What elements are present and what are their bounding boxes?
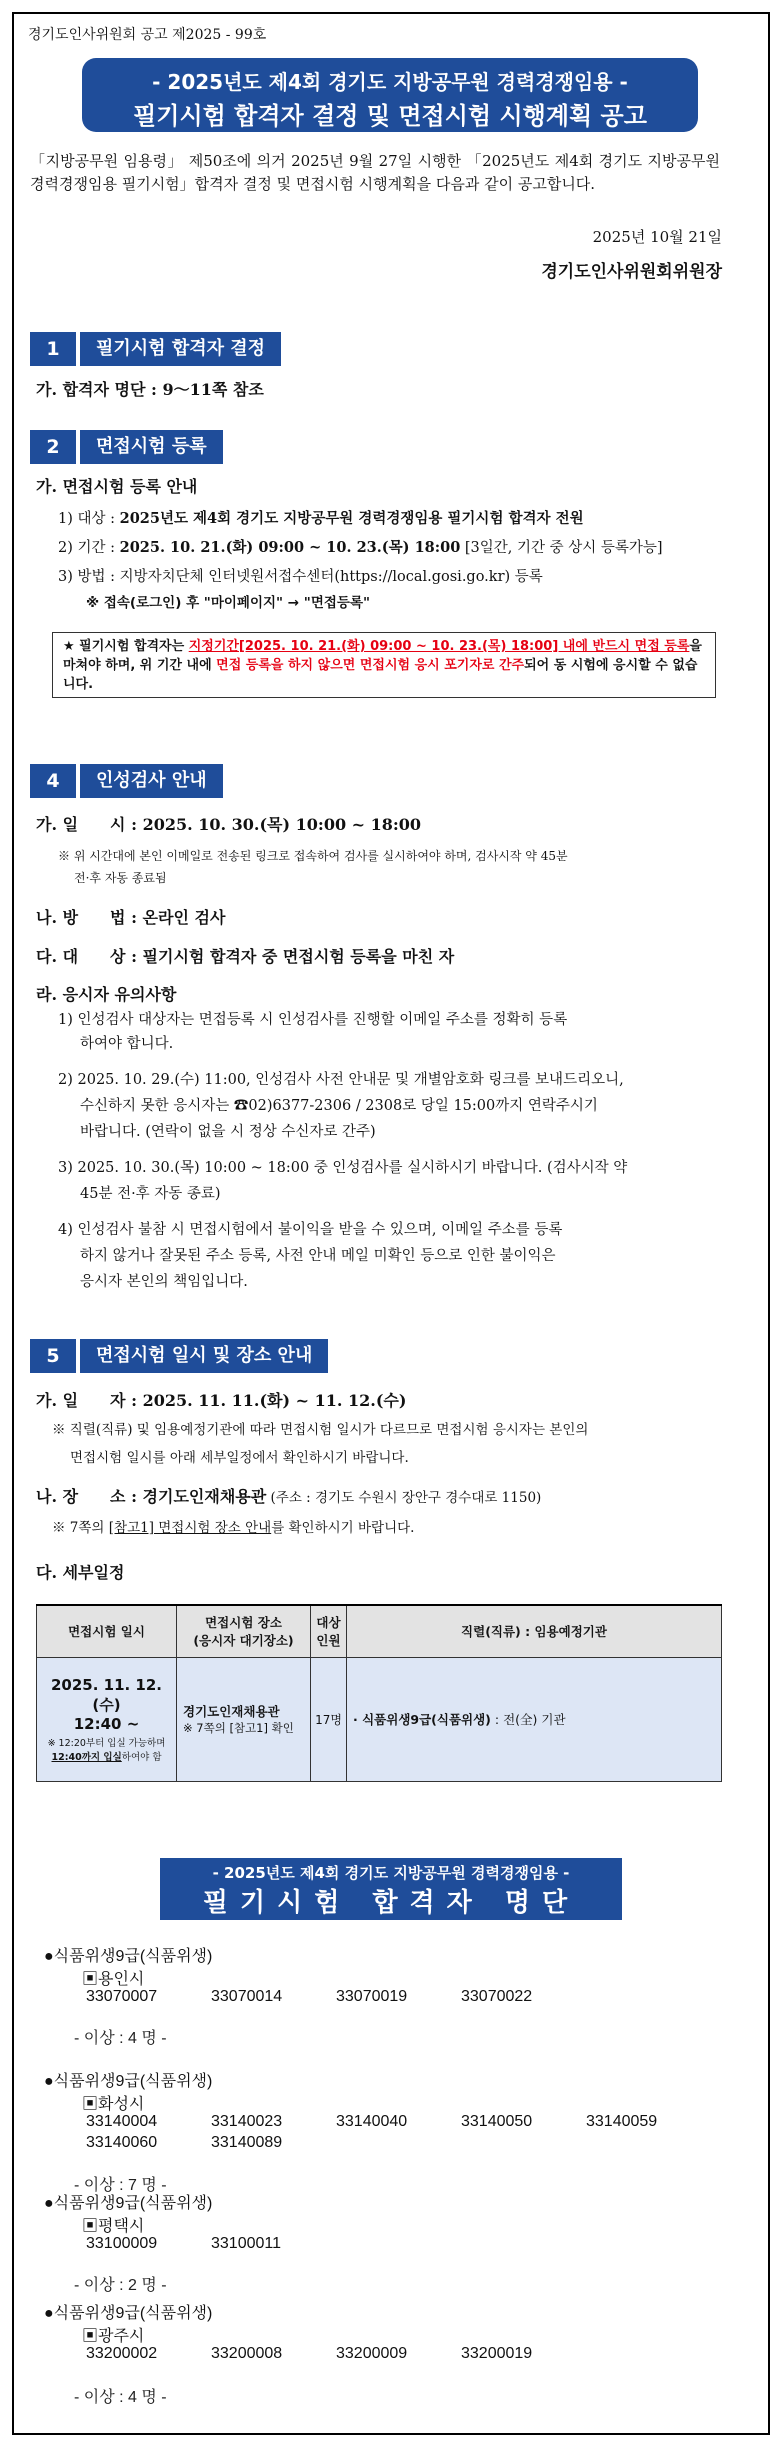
banner-line-1: - 2025년도 제4회 경기도 지방공무원 경력경쟁임용 - [212, 1864, 570, 1882]
exam-number: 33200019 [461, 2345, 533, 2362]
group-location: ▣화성시 [82, 2096, 145, 2113]
sec2-item-ga: 가. 면접시험 등록 안내 [36, 477, 198, 496]
note-text: ※ 7쪽의 [52, 1520, 109, 1536]
value: 2025. 11. 11.(화) ~ 11. 12.(수) [142, 1391, 407, 1410]
sec5-note-2: 면접시험 일시를 아래 세부일정에서 확인하시기 바랍니다. [70, 1450, 409, 1466]
col-count [311, 1605, 347, 1657]
exam-number: 33070007 [86, 1988, 158, 2005]
sec5-item-da: 다. 세부일정 [36, 1563, 125, 1582]
sec4-r1a: 1) 인성검사 대상자는 면접등록 시 인성검사를 진행할 이메일 주소를 정확히 등록 [58, 1012, 568, 1028]
exam-number: 33140060 [86, 2134, 158, 2151]
group-job: ●식품위생9급(식품위생) [44, 2305, 213, 2322]
title-box [82, 58, 698, 132]
exam-number: 33100011 [211, 2235, 281, 2252]
table-row [37, 1657, 722, 1781]
group-count: - 이상 : 7 명 - [74, 2177, 167, 2194]
intro-paragraph: 「지방공무원 임용령」 제50조에 의거 2025년 9월 27일 시행한 「2025년도 제4회 경기도 지방공무원 경력경쟁임용 필기시험」합격자 결정 및 면접시험 시행계획을 다음과 같이 공고합니다. [30, 152, 720, 193]
banner-line-2: 필기시험 합격자 명단 [202, 1888, 580, 1918]
group-numbers [86, 1988, 726, 2009]
col-date: 면접시험 일시 [37, 1605, 177, 1657]
warn-text: ★ 필기시험 합격자는 [63, 639, 189, 654]
label: 1) 대상 : [58, 511, 120, 527]
section-1-header [30, 332, 281, 366]
value: 2025. 10. 30.(목) 10:00 ~ 18:00 [142, 815, 422, 834]
title-line-1: - 2025년도 제4회 경기도 지방공무원 경력경쟁임용 - [152, 70, 628, 94]
pass-group [44, 2300, 533, 2406]
notice-number: 경기도인사위원회 공고 제2025 - 99호 [28, 27, 267, 43]
group-numbers [86, 2345, 726, 2366]
col-count-line2: 인원 [316, 1633, 341, 1649]
group-count: - 이상 : 4 명 - [74, 2030, 167, 2047]
sec5-note-1: ※ 직렬(직류) 및 임용예정기관에 따라 면접시험 일시가 다르므로 면접시험 응시자는 본인의 [52, 1422, 589, 1438]
job-name: · 식품위생9급(식품위생) [353, 1712, 491, 1727]
place-name: 경기도인재채용관 [183, 1704, 280, 1719]
notice-date: 2025년 10월 21일 [592, 228, 722, 246]
sec4-r3a: 3) 2025. 10. 30.(목) 10:00 ~ 18:00 중 인성검사를 실시하시기 바랍니다. (검사시작 약 [58, 1160, 628, 1176]
cell-count: 17명 [311, 1657, 347, 1781]
date-line2: 12:40 ~ [73, 1714, 140, 1733]
exam-number: 33200009 [336, 2345, 408, 2362]
sec2-item-3: 3) 방법 : 지방자치단체 인터넷원서접수센터(https://local.gosi.go.kr) 등록 [58, 569, 543, 585]
sec2-item-3-sub: ※ 접속(로그인) 후 "마이페이지" → "면접등록" [86, 595, 371, 611]
sec4-note-1: ※ 위 시간대에 본인 이메일로 전송된 링크로 접속하여 검사를 실시하여야 하며, 검사시작 약 45분 [58, 849, 568, 863]
table-header-row [37, 1605, 722, 1657]
group-location: ▣광주시 [82, 2328, 145, 2345]
job-agency: : 전(全) 기관 [490, 1712, 566, 1727]
sec4-r4a: 4) 인성검사 불참 시 면접시험에서 불이익을 받을 수 있으며, 이메일 주소를 등록 [58, 1222, 563, 1238]
label: 가. 일 시 : [36, 815, 143, 834]
date-note2 [37, 1749, 176, 1763]
group-count: - 이상 : 4 명 - [74, 2389, 167, 2406]
sec4-item-ra: 라. 응시자 유의사항 [36, 985, 177, 1004]
sec5-item-na [36, 1484, 541, 1507]
sec4-item-da: 다. 대 상 : 필기시험 합격자 중 면접시험 등록을 마친 자 [36, 947, 455, 966]
col-count-line1: 대상 [316, 1615, 341, 1631]
col-place [177, 1605, 311, 1657]
exam-number: 33140004 [86, 2113, 158, 2130]
section-number: 4 [30, 764, 76, 798]
section-title: 면접시험 일시 및 장소 안내 [80, 1339, 328, 1373]
sec4-r1b: 하여야 합니다. [80, 1036, 174, 1052]
pass-group [44, 2068, 658, 2194]
place-note: ※ 7쪽의 [참고1] 확인 [183, 1721, 294, 1735]
exam-number: 33070019 [336, 1988, 408, 2005]
date-note1: ※ 12:20부터 입실 가능하며 [47, 1737, 166, 1749]
group-numbers [86, 2235, 726, 2256]
exam-number: 33140089 [211, 2134, 283, 2151]
label: 2) 기간 : [58, 540, 120, 556]
exam-number: 33140023 [211, 2113, 283, 2130]
pass-group [44, 2190, 281, 2294]
sec2-item-2 [58, 536, 663, 560]
exam-number: 33140059 [586, 2113, 658, 2130]
date-note-emph: 12:40까지 입실 [51, 1751, 122, 1763]
date-line1: 2025. 11. 12.(수) [50, 1675, 163, 1714]
section-title: 면접시험 등록 [80, 430, 223, 464]
section-5-header [30, 1339, 328, 1373]
sec4-r2b: 수신하지 못한 응시자는 ☎02)6377-2306 / 2308로 당일 15:00까지 연락주시기 [80, 1098, 598, 1114]
group-job: ●식품위생9급(식품위생) [44, 1948, 213, 1965]
exam-number: 33140050 [461, 2113, 533, 2130]
sec4-item-na: 나. 방 법 : 온라인 검사 [36, 908, 226, 927]
group-job: ●식품위생9급(식품위생) [44, 2073, 213, 2090]
warning-box [52, 632, 716, 698]
warn-text: 되어 동 시험에 응시할 수 없습니다. [63, 658, 698, 692]
section-title: 인성검사 안내 [80, 764, 223, 798]
exam-number: 33140040 [336, 2113, 408, 2130]
section-number: 2 [30, 430, 76, 464]
section-title: 필기시험 합격자 결정 [80, 332, 281, 366]
value: 2025. 10. 21.(화) 09:00 ~ 10. 23.(목) 18:00 [119, 539, 461, 556]
group-job: ●식품위생9급(식품위생) [44, 2195, 213, 2212]
sec4-r3b: 45분 전·후 자동 종료) [80, 1186, 221, 1202]
label: 가. 일 자 : [36, 1391, 143, 1410]
exam-number: 33070022 [461, 1988, 533, 2005]
exam-number: 33070014 [211, 1988, 283, 2005]
address: (주소 : 경기도 수원시 장안구 경수대로 1150) [266, 1490, 542, 1506]
sec2-item-1 [58, 507, 584, 531]
sec5-item-ga [36, 1388, 406, 1411]
section-number: 1 [30, 332, 76, 366]
sec5-place-note [52, 1516, 414, 1540]
section-2-header [30, 430, 223, 464]
sec4-note-2: 전·후 자동 종료됨 [74, 871, 167, 885]
sec4-r4b: 하지 않거나 잘못된 주소 등록, 사전 안내 메일 미확인 등으로 인한 불이익은 [80, 1248, 556, 1264]
title-line-2: 필기시험 합격자 결정 및 면접시험 시행계획 공고 [133, 102, 647, 130]
section-4-header [30, 764, 223, 798]
pass-group [44, 1943, 533, 2047]
schedule-table [36, 1604, 722, 1782]
section-number: 5 [30, 1339, 76, 1373]
reference-link[interactable]: [참고1] 면접시험 장소 안내 [108, 1520, 272, 1536]
pass-list-banner [160, 1858, 622, 1920]
note-text: 를 확인하시기 바랍니다. [271, 1520, 415, 1536]
cell-date [37, 1657, 177, 1781]
sec4-r2a: 2) 2025. 10. 29.(수) 11:00, 인성검사 사전 안내문 및 개별암호화 링크를 보내드리오니, [58, 1072, 624, 1088]
exam-number: 33200008 [211, 2345, 283, 2362]
sec4-r4c: 응시자 본인의 책임입니다. [80, 1274, 248, 1290]
group-location: ▣평택시 [82, 2218, 145, 2235]
value: 2025년도 제4회 경기도 지방공무원 경력경쟁임용 필기시험 합격자 전원 [119, 510, 584, 527]
sec4-item-ga [36, 812, 421, 835]
cell-place [177, 1657, 311, 1781]
warn-highlight: 면접 등록을 하지 않으면 면접시험 응시 포기자로 간주 [216, 658, 525, 673]
exam-number: 33100009 [86, 2235, 158, 2252]
group-count: - 이상 : 2 명 - [74, 2277, 167, 2294]
cell-job [347, 1657, 722, 1781]
sec1-item-ga: 가. 합격자 명단 : 9～11쪽 참조 [36, 380, 264, 399]
warn-text: 을 마쳐야 하며, 위 기간 내에 [63, 639, 702, 673]
exam-number: 33200002 [86, 2345, 158, 2362]
sec4-r2c: 바랍니다. (연락이 없을 시 정상 수신자로 간주) [80, 1124, 376, 1140]
note: [3일간, 기간 중 상시 등록가능] [460, 540, 663, 556]
group-numbers [86, 2113, 726, 2155]
col-place-line1: 면접시험 장소 [205, 1615, 282, 1631]
col-job: 직렬(직류) : 임용예정기관 [347, 1605, 722, 1657]
group-location: ▣용인시 [82, 1971, 145, 1988]
issuing-org: 경기도인사위원회위원장 [541, 262, 722, 282]
col-place-line2: (응시자 대기장소) [193, 1633, 294, 1649]
warn-highlight: 지정기간[2025. 10. 21.(화) 09:00 ~ 10. 23.(목) 18:00] 내에 반드시 면접 등록 [188, 639, 690, 654]
label: 나. 장 소 : 경기도인재채용관 [36, 1487, 267, 1506]
date-note-rest: 하여야 함 [121, 1751, 162, 1763]
